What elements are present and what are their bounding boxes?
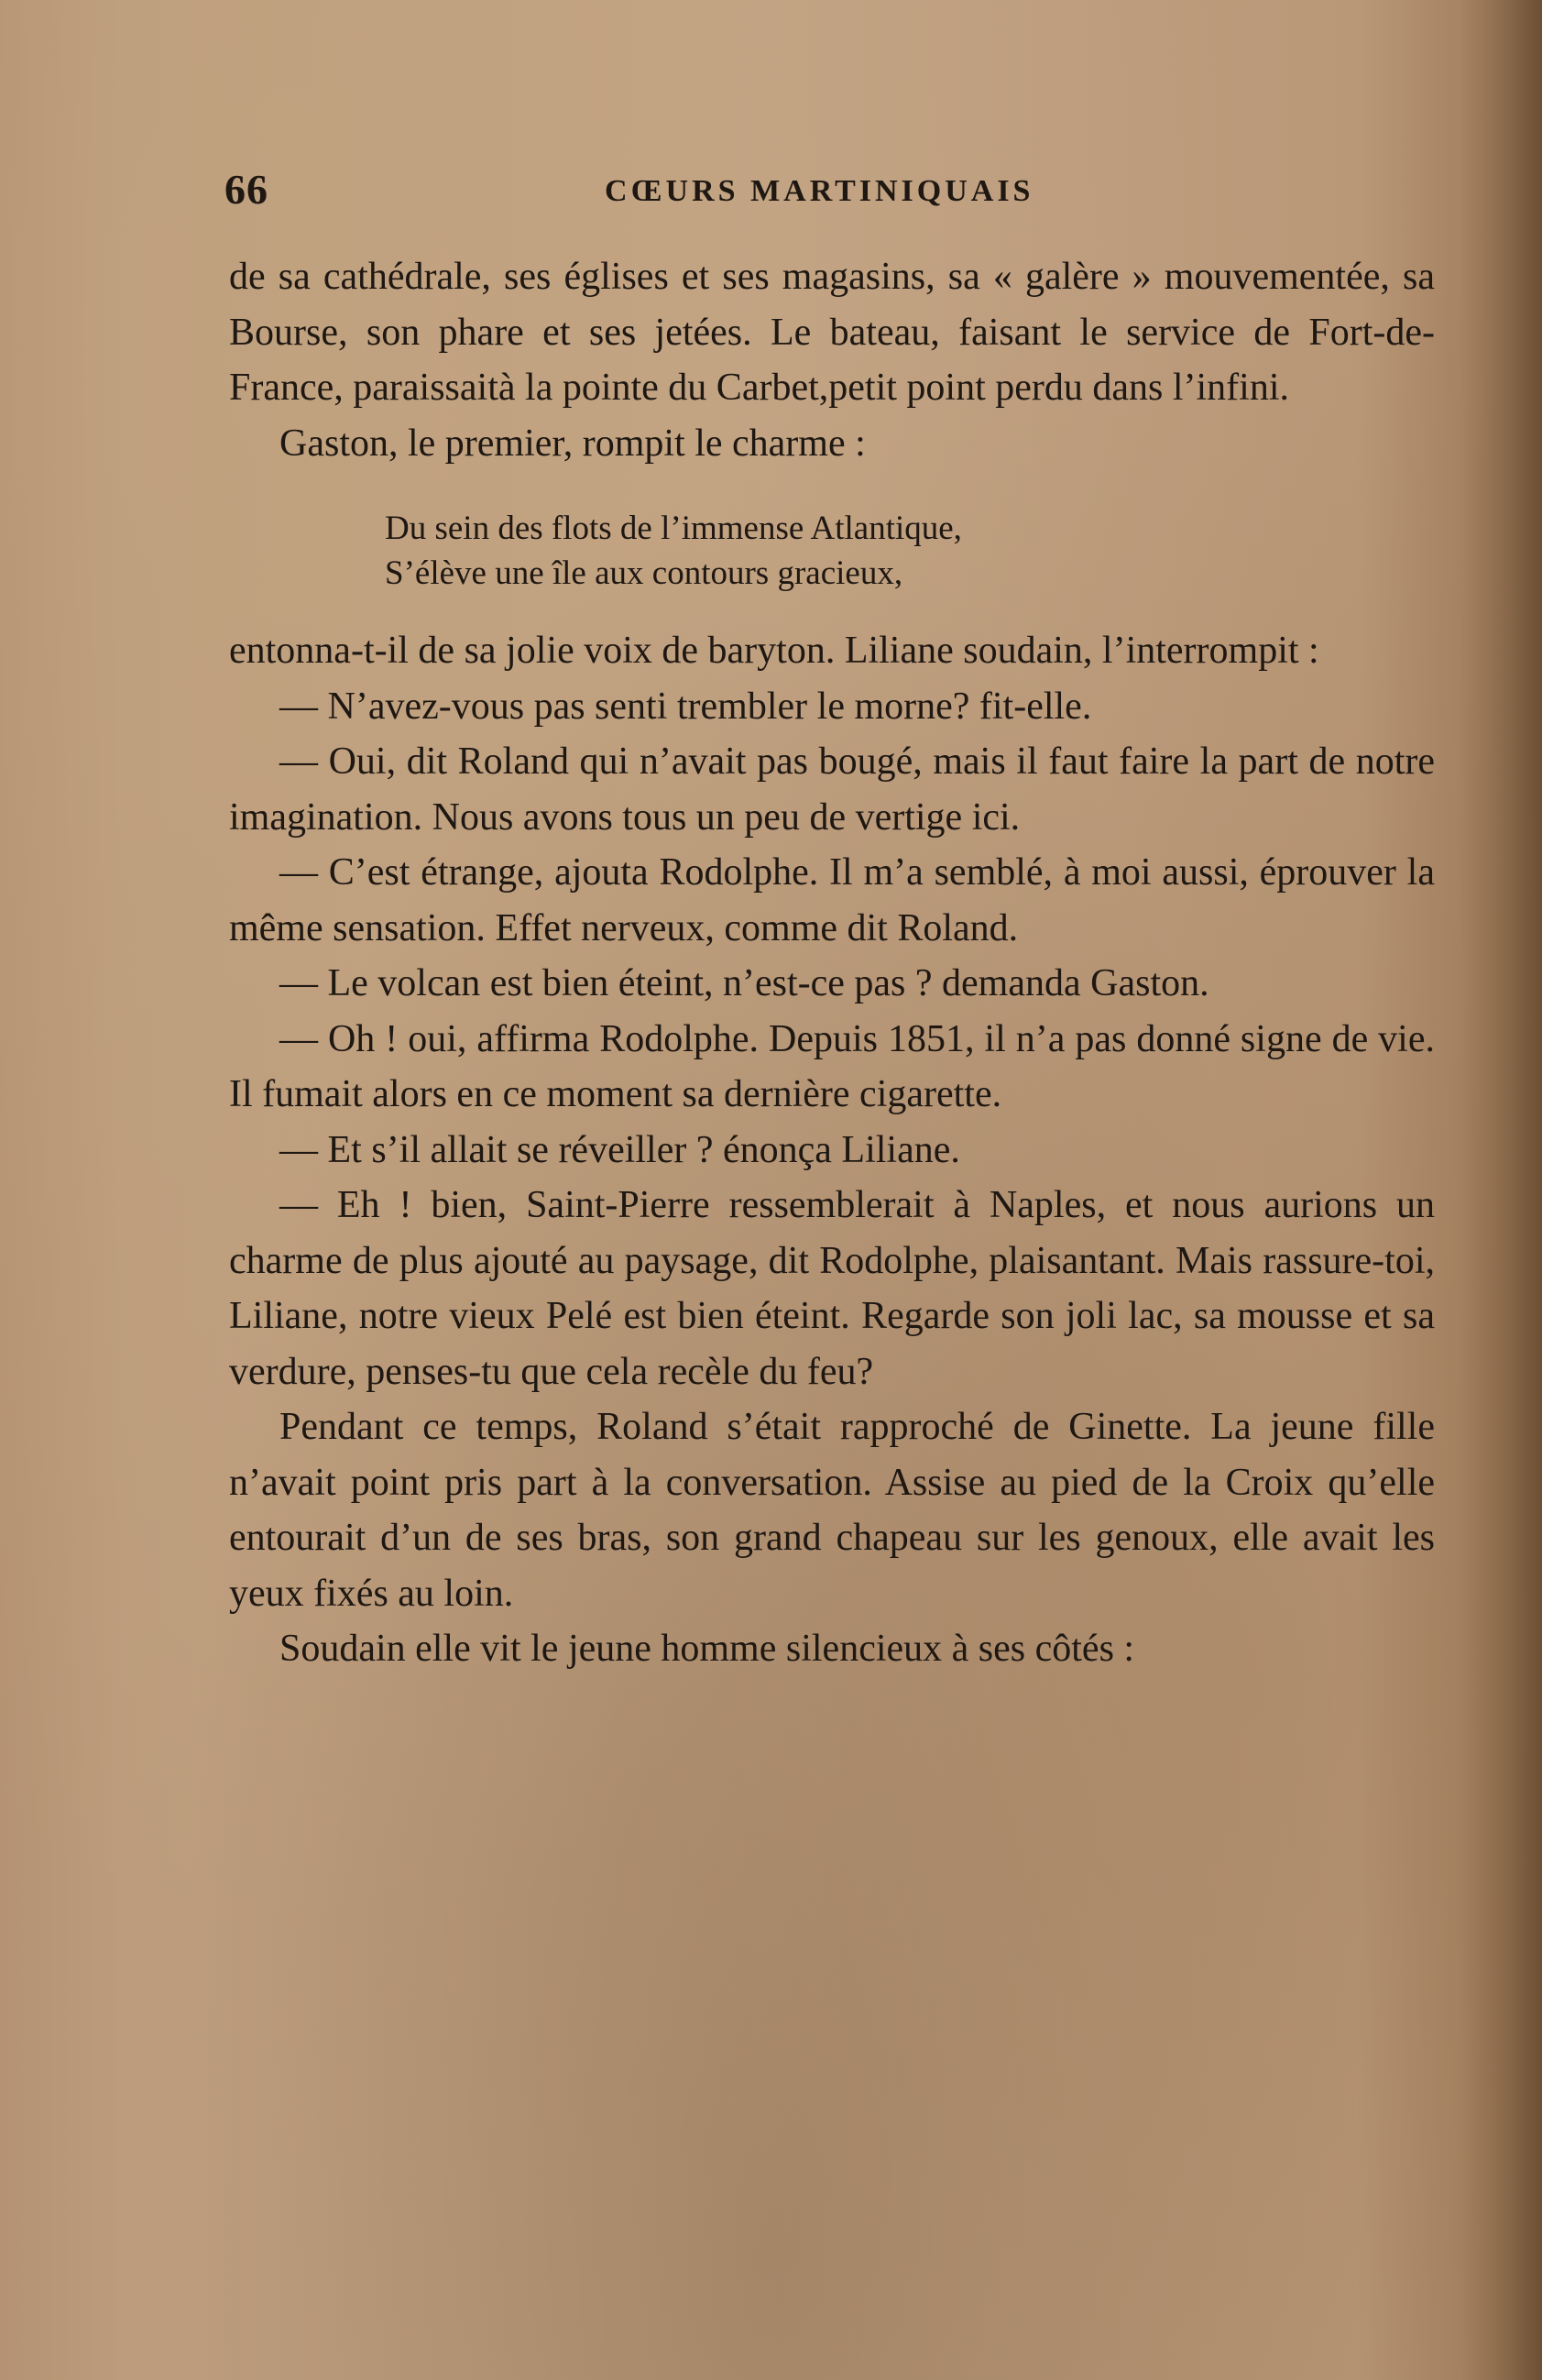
page-body: [229, 249, 1435, 1677]
paragraph: Gaston, le premier, rompit le charme :: [279, 422, 866, 465]
dialogue-line: — Le volcan est bien éteint, n’est-ce pas ? demanda Gaston.: [279, 962, 1209, 1004]
paragraph: entonna-t-il de sa jolie voix de baryton. Liliane soudain, l’interrompit :: [229, 630, 1319, 672]
paragraph: de sa cathédrale, ses églises et ses magasins, sa « galère » mouvementée, sa Bourse, son phare et ses jetées. Le bateau, faisant le service de Fort-de-France, paraissaità la pointe du Carbet,petit point perdu dans l’infini.: [229, 256, 1435, 409]
dialogue-line: — Oh ! oui, affirma Rodolphe. Depuis 1851, il n’a pas donné signe de vie. Il fumait alors en ce moment sa dernière cigarette.: [229, 1017, 1435, 1115]
dialogue-line: — N’avez-vous pas senti trembler le morne? fit-elle.: [279, 685, 1092, 728]
dialogue-line: — Oui, dit Roland qui n’avait pas bougé, mais il faut faire la part de notre imagination. Nous avons tous un peu de vertige ici.: [229, 740, 1435, 839]
poem-verse: S’élève une île aux contours gracieux,: [385, 554, 903, 592]
poem-verse: Du sein des flots de l’immense Atlantique,: [385, 510, 962, 547]
page-edge-shadow: [1460, 0, 1542, 2380]
dialogue-line: — C’est étrange, ajouta Rodolphe. Il m’a semblé, à moi aussi, éprouver la même sensation. Effet nerveux, comme dit Roland.: [229, 851, 1435, 949]
running-title: CŒURS MARTINIQUAIS: [605, 174, 1034, 208]
dialogue-line: — Eh ! bien, Saint-Pierre ressemblerait à Naples, et nous aurions un charme de plus ajouté au paysage, dit Rodolphe, plaisantant. Mais rassure-toi, Liliane, notre vieux Pelé est bien éteint. Regarde son joli lac, sa mousse et sa verdure, penses-tu que cela recèle du feu?: [229, 1184, 1435, 1393]
page-number: 66: [224, 166, 268, 213]
paragraph: Pendant ce temps, Roland s’était rapproché de Ginette. La jeune fille n’avait point pris part à la conversation. Assise au pied de la Croix qu’elle entourait d’un de ses bras, son grand chapeau sur les genoux, elle avait les yeux fixés au loin.: [229, 1406, 1435, 1615]
dialogue-line: — Et s’il allait se réveiller ? énonça Liliane.: [279, 1128, 960, 1171]
poem-quote: [385, 506, 1435, 596]
paragraph: Soudain elle vit le jeune homme silencieux à ses côtés :: [279, 1628, 1135, 1670]
page-header: [224, 165, 1434, 220]
